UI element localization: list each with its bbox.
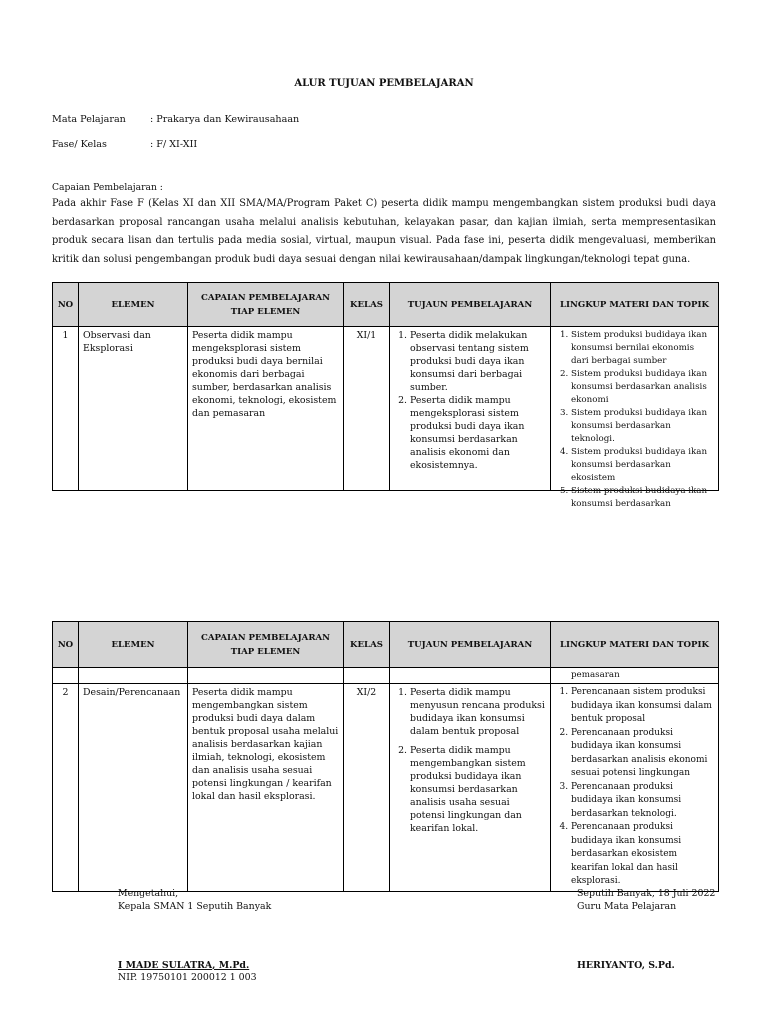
header-lingkup: LINGKUP MATERI DAN TOPIK (551, 622, 719, 668)
sig-right-name: HERIYANTO, S.Pd. (577, 960, 675, 971)
table-row (53, 684, 719, 892)
table-row-continuation (53, 668, 719, 684)
lingkup-item: 2. Sistem produksi budidaya ikan konsumsi berdasarkan analisis ekonomi (571, 368, 714, 407)
tujuan-item: 2. Peserta didik mampu mengeksplorasi sistem produksi budi daya ikan konsumsi berdasarkan analisis ekonomi dan ekosistemnya. (410, 394, 546, 472)
header-kelas: KELAS (344, 283, 390, 327)
row-no: 2 (53, 684, 79, 892)
sig-left-name: I MADE SULATRA, M.Pd. (118, 960, 250, 971)
header-lingkup: LINGKUP MATERI DAN TOPIK (551, 283, 719, 327)
tujuan-item: 1. Peserta didik mampu menyusun rencana produksi budidaya ikan konsumsi dalam bentuk proposal (410, 686, 546, 738)
cont-elemen (79, 668, 188, 684)
header-capaian: CAPAIAN PEMBELAJARAN TIAP ELEMEN (188, 622, 344, 668)
row-no: 1 (53, 327, 79, 491)
tujuan-item: 2. Peserta didik mampu mengembangkan sistem produksi budidaya ikan konsumsi berdasarkan analisis usaha sesuai potensi lingkungan dan kearifan lokal. (410, 744, 546, 835)
lingkup-item: 4. Sistem produksi budidaya ikan konsumsi berdasarkan ekosistem (571, 446, 714, 485)
table-header-row (53, 283, 719, 327)
row-elemen: Desain/Perencanaan (79, 684, 188, 892)
header-tujuan: TUJAUN PEMBELAJARAN (390, 622, 551, 668)
sig-left-nip: NIP. 19750101 200012 1 003 (118, 972, 257, 983)
mapel-label: Mata Pelajaran (52, 114, 126, 125)
atp-table-1 (52, 282, 719, 509)
lingkup-item: 2. Perencanaan produksi budidaya ikan konsumsi berdasarkan analisis ekonomi sesuai potensi lingkungan (571, 727, 714, 781)
row-lingkup (551, 684, 719, 892)
row-kelas: XI/2 (344, 684, 390, 892)
document-title: ALUR TUJUAN PEMBELAJARAN (294, 78, 474, 89)
atp-table-2 (52, 621, 719, 892)
capaian-body: Pada akhir Fase F (Kelas XI dan XII SMA/MA/Program Paket C) peserta didik mampu mengembangkan sistem produksi budi daya berdasarkan proposal rancangan usaha melalui analisis kebutuhan, kelayakan pasar, dan kajian ilmiah, serta mempresentasikan produk secara lisan dan tertulis pada media sosial, virtual, maupun visual. Pada fase ini, peserta didik mengevaluasi, memberikan kritik dan solusi pengembangan produk budi daya sesuai dengan nilai kewirausahaan/dampak lingkungan/teknologi tepat guna. (52, 198, 716, 265)
header-kelas: KELAS (344, 622, 390, 668)
capaian-heading: Capaian Pembelajaran : (52, 182, 163, 193)
cont-lingkup: pemasaran (551, 668, 719, 684)
row-tujuan (390, 684, 551, 892)
header-tujuan: TUJAUN PEMBELAJARAN (390, 283, 551, 327)
table-row (53, 327, 719, 491)
header-no: NO (53, 622, 79, 668)
mapel-value: : Prakarya dan Kewirausahaan (150, 114, 300, 125)
sig-right-line2: Guru Mata Pelajaran (577, 901, 677, 912)
cont-no (53, 668, 79, 684)
fase-value: : F/ XI-XII (150, 139, 198, 150)
header-capaian: CAPAIAN PEMBELAJARAN TIAP ELEMEN (188, 283, 344, 327)
cont-kelas (344, 668, 390, 684)
lingkup-item: 1. Perencanaan sistem produksi budidaya ikan konsumsi dalam bentuk proposal (571, 686, 714, 727)
tujuan-item: 1. Peserta didik melakukan observasi tentang sistem produksi budi daya ikan konsumsi dari berbagai sumber. (410, 329, 546, 394)
row-elemen: Observasi dan Eksplorasi (79, 327, 188, 491)
lingkup-item: 3. Perencanaan produksi budidaya ikan konsumsi berdasarkan teknologi. (571, 781, 714, 822)
table-header-row (53, 622, 719, 668)
cont-capaian (188, 668, 344, 684)
cont-tujuan (390, 668, 551, 684)
sig-left-line2: Kepala SMAN 1 Seputih Banyak (118, 901, 272, 912)
fase-label: Fase/ Kelas (52, 139, 107, 150)
sig-right-line1: Seputih Banyak, 18 Juli 2022 (577, 888, 716, 899)
row-kelas: XI/1 (344, 327, 390, 491)
lingkup-item: 1. Sistem produksi budidaya ikan konsumsi bernilai ekonomis dari berbagai sumber (571, 329, 714, 368)
header-elemen: ELEMEN (79, 622, 188, 668)
header-no: NO (53, 283, 79, 327)
row-capaian: Peserta didik mampu mengeksplorasi sistem produksi budi daya bernilai ekonomis dari berbagai sumber, berdasarkan analisis ekonomi, teknologi, ekosistem dan pemasaran (188, 327, 344, 491)
header-elemen: ELEMEN (79, 283, 188, 327)
row-tujuan (390, 327, 551, 491)
lingkup-item: 5. Sistem produksi budidaya ikan konsumsi berdasarkan (571, 485, 714, 511)
row-capaian: Peserta didik mampu mengembangkan sistem produksi budi daya dalam bentuk proposal usaha melalui analisis berdasarkan kajian ilmiah, teknologi, ekosistem dan analisis usaha sesuai potensi lingkungan / kearifan lokal dan hasil eksplorasi. (188, 684, 344, 892)
row-lingkup (551, 327, 719, 509)
lingkup-item: 4. Perencanaan produksi budidaya ikan konsumsi berdasarkan ekosistem kearifan lokal dan hasil eksplorasi. (571, 821, 714, 889)
lingkup-item: 3. Sistem produksi budidaya ikan konsumsi berdasarkan teknologi. (571, 407, 714, 446)
sig-left-line1: Mengetahui, (118, 888, 179, 899)
